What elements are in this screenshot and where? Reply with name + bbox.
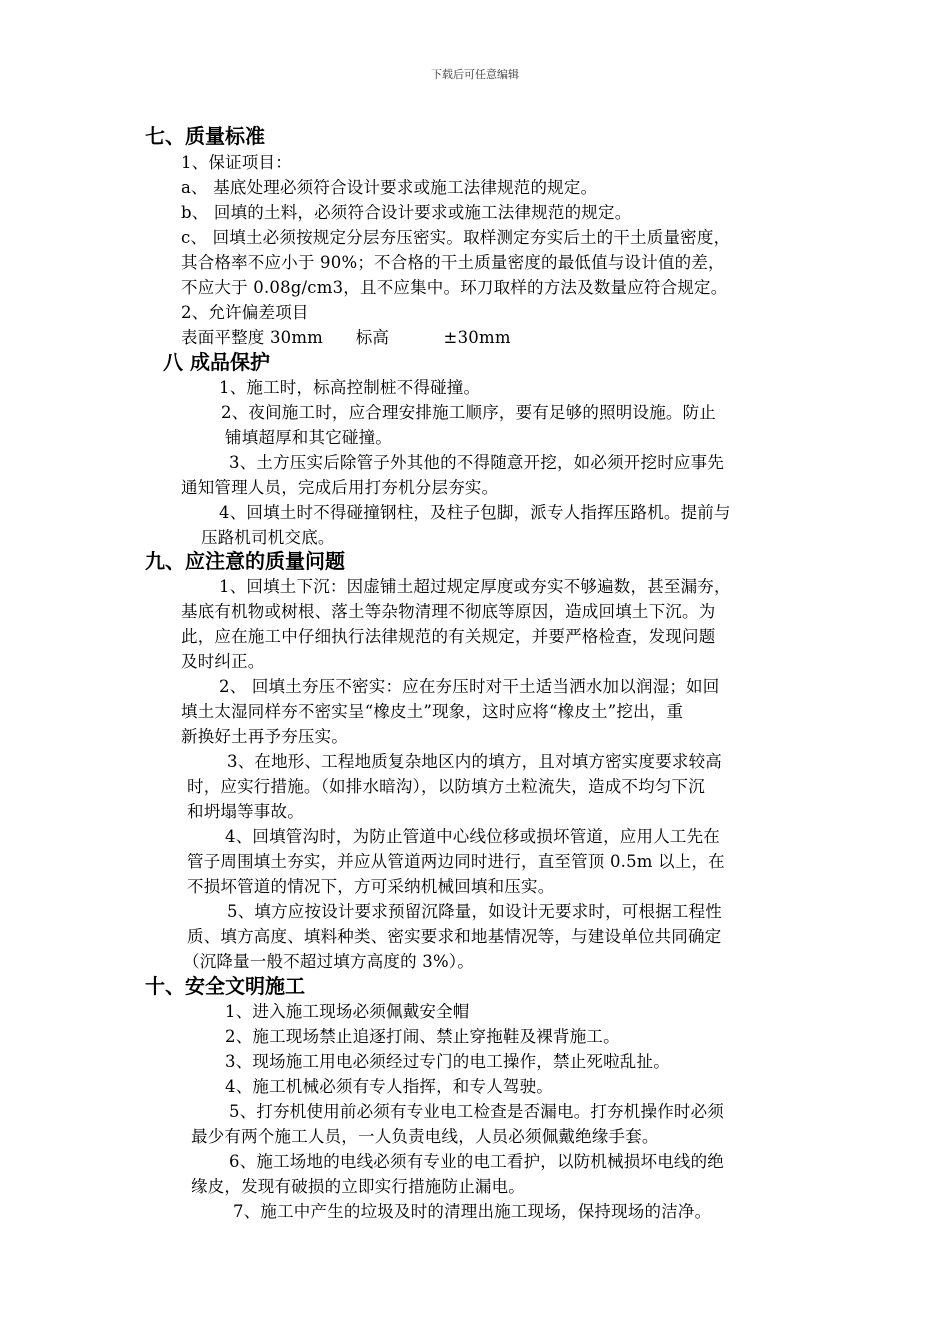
paragraph-line: 压路机司机交底。: [201, 528, 335, 547]
paragraph-line: 2、夜间施工时，应合理安排施工顺序，要有足够的照明设施。防止: [221, 403, 716, 422]
paragraph-line: 质、填方高度、填料种类、密实要求和地基情况等，与建设单位共同确定: [187, 927, 722, 946]
section-heading-safe-construction: 十、安全文明施工: [145, 974, 305, 998]
paragraph-line: 6、施工场地的电线必须有专业的电工看护，以防机械损坏电线的绝: [229, 1152, 724, 1171]
paragraph-line: 基底有机物或树根、落土等杂物清理不彻底等原因，造成回填土下沉。为: [181, 602, 716, 621]
paragraph-line: b、 回填的土料，必须符合设计要求或施工法律规范的规定。: [181, 203, 632, 222]
paragraph-line: 1、保证项目：: [181, 153, 292, 172]
paragraph-line: 3、土方压实后除管子外其他的不得随意开挖，如必须开挖时应事先: [229, 453, 724, 472]
paragraph-line: 其合格率不应小于 90%；不合格的干土质量密度的最低值与设计值的差，: [181, 253, 725, 272]
paragraph-line: 1、施工时，标高控制桩不得碰撞。: [219, 378, 481, 397]
paragraph-line: 4、施工机械必须有专人指挥，和专人驾驶。: [225, 1077, 553, 1096]
paragraph-line: 缘皮，发现有破损的立即实行措施防止漏电。: [191, 1177, 525, 1196]
paragraph-line: 2、 回填土夯压不密实：应在夯压时对干土适当洒水加以润湿；如回: [219, 677, 720, 696]
paragraph-line: 1、回填土下沉：因虚铺土超过规定厚度或夯实不够遍数，甚至漏夯，: [219, 577, 731, 596]
paragraph-line: 和坍塌等事故。: [187, 802, 304, 821]
paragraph-line: 不应大于 0.08g/cm3，且不应集中。环刀取样的方法及数量应符合规定。: [181, 278, 728, 297]
paragraph-line: 填土太湿同样夯不密实呈“橡皮土”现象，这时应将“橡皮土”挖出，重: [181, 702, 684, 721]
section-heading-quality-standard: 七、质量标准: [145, 124, 265, 148]
paragraph-line: 此，应在施工中仔细执行法律规范的有关规定，并要严格检查，发现问题: [181, 627, 716, 646]
paragraph-line: 管子周围填土夯实，并应从管道两边同时进行，直至管顶 0.5m 以上，在: [187, 852, 725, 871]
paragraph-line: 表面平整度 30mm 标高 ±30mm: [181, 328, 511, 347]
section-heading-quality-issues: 九、应注意的质量问题: [145, 549, 345, 573]
paragraph-line: 7、施工中产生的垃圾及时的清理出施工现场，保持现场的洁净。: [233, 1202, 712, 1221]
paragraph-line: 1、进入施工现场必须佩戴安全帽: [225, 1002, 470, 1021]
section-heading-product-protection: 八 成品保护: [163, 350, 270, 374]
paragraph-line: 不损坏管道的情况下，方可采纳机械回填和压实。: [187, 877, 555, 896]
paragraph-line: （沉降量一般不超过填方高度的 3%）。: [183, 952, 474, 971]
paragraph-line: 3、现场施工用电必须经过专门的电工操作，禁止死啦乱扯。: [225, 1052, 670, 1071]
paragraph-line: 通知管理人员，完成后用打夯机分层夯实。: [181, 478, 499, 497]
paragraph-line: 2、施工现场禁止追逐打闹、禁止穿拖鞋及裸背施工。: [225, 1027, 620, 1046]
paragraph-line: 5、填方应按设计要求预留沉降量，如设计无要求时，可根据工程性: [227, 902, 722, 921]
page-header: 下载后可任意编辑: [431, 68, 519, 81]
paragraph-line: 5、打夯机使用前必须有专业电工检查是否漏电。打夯机操作时必须: [229, 1102, 724, 1121]
paragraph-line: 新换好土再予夯压实。: [181, 727, 348, 746]
paragraph-line: 4、回填土时不得碰撞钢柱，及柱子包脚，派专人指挥压路机。提前与: [219, 503, 731, 522]
paragraph-line: a、 基底处理必须符合设计要求或施工法律规范的规定。: [181, 178, 598, 197]
paragraph-line: 3、在地形、工程地质复杂地区内的填方，且对填方密实度要求较高: [227, 752, 722, 771]
paragraph-line: 2、允许偏差项目: [181, 303, 309, 322]
paragraph-line: 4、回填管沟时，为防止管道中心线位移或损坏管道，应用人工先在: [225, 827, 720, 846]
paragraph-line: c、 回填土必须按规定分层夯压密实。取样测定夯实后土的干土质量密度，: [181, 228, 731, 247]
paragraph-line: 铺填超厚和其它碰撞。: [225, 428, 392, 447]
paragraph-line: 及时纠正。: [181, 652, 265, 671]
paragraph-line: 时，应实行措施。（如排水暗沟），以防填方土粒流失，造成不均匀下沉: [187, 777, 705, 796]
paragraph-line: 最少有两个施工人员，一人负责电线，人员必须佩戴绝缘手套。: [191, 1127, 659, 1146]
